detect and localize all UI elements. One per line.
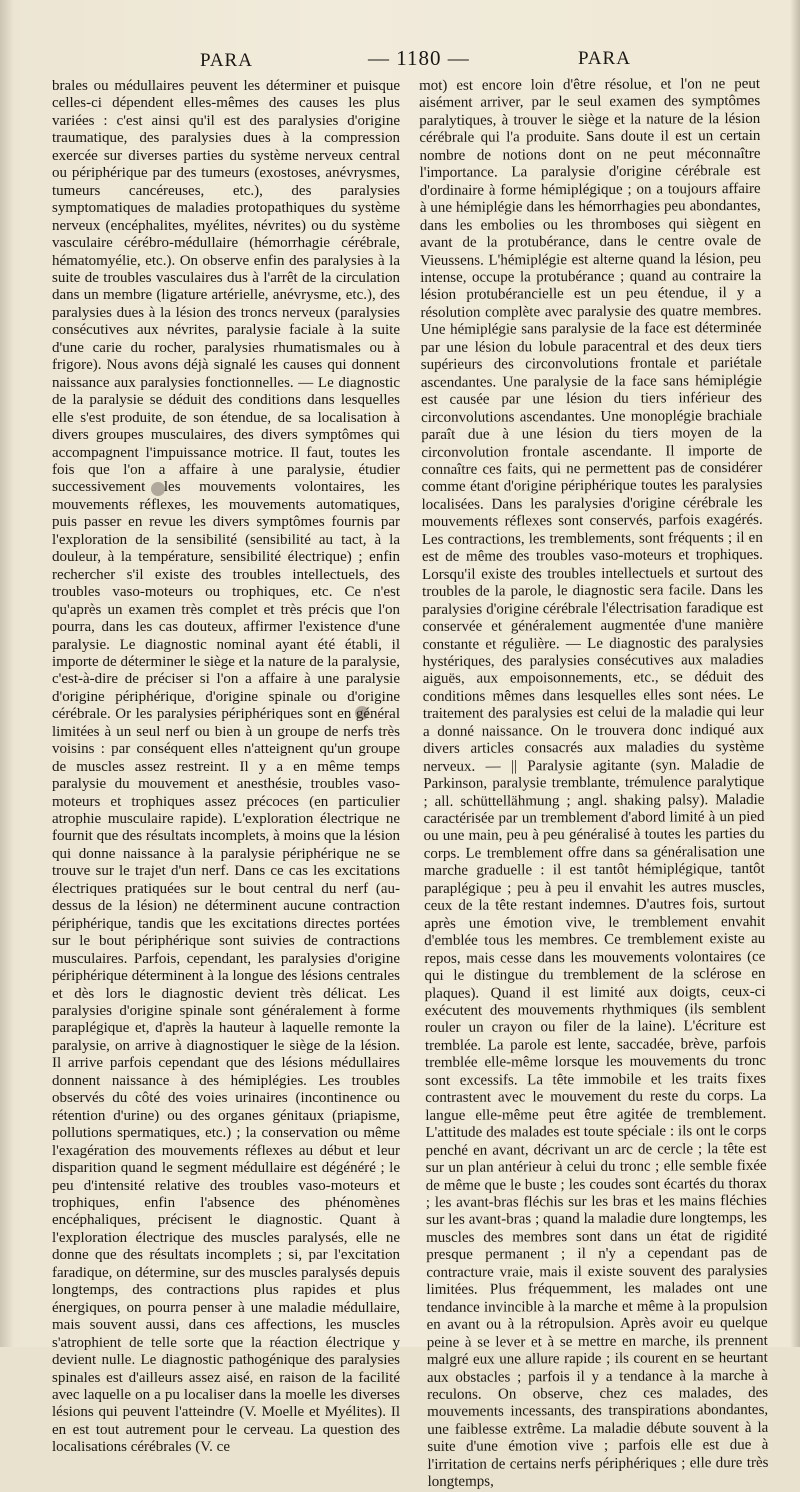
- ink-blot: [355, 706, 369, 720]
- header-left-word: PARA: [200, 50, 253, 71]
- page-number: — 1180 —: [368, 46, 470, 70]
- column-right-text: mot) est encore loin d'être résolue, et l'on ne peut aisément arriver, par le seul examen des symptômes paralytiques, à trouver le siège et la nature de la lésion cérébrale qui l'a produite. Sans doute il est un certain nombre de notions dont on ne peut méconnaître l'importance. La paralysie d'origine cérébrale est d'ordinaire à forme hémiplégique ; on a toujours affaire à une hémiplégie dans les hémorrhagies peu abondantes, dans les embolies ou les thromboses qui siègent en avant de la protubérance, dans le centre ovale de Vieussens. L'hémiplégie est alterne quand la lésion, peu intense, occupe la protubérance ; quand au contraire la lésion protubérancielle est un peu étendue, il y a résolution complète avec paralysie des quatre membres. Une hémiplégie sans paralysie de la face est déterminée par une lésion du lobule paracentral et des deux tiers supérieurs des circonvolutions frontale et pariétale ascendantes. Une paralysie de la face sans hémiplégie est causée par une lésion du tiers inférieur des circonvolutions ascendantes. Une monoplégie brachiale paraît due à une lésion du tiers moyen de la circonvolution frontale ascendante. Il importe de connaître ces faits, qui ne permettent pas de considérer comme étant d'origine périphérique toutes les paralysies localisées. Dans les paralysies d'origine cérébrale les mouvements réflexes sont conservés, parfois exagérés. Les contractions, les tremblements, sont fréquents ; il en est de même des troubles vaso-moteurs et trophiques. Lorsqu'il existe des troubles intellectuels et surtout des troubles de la parole, le diagnostic sera facile. Dans les paralysies d'origine cérébrale l'électrisation faradique est conservée et généralement augmentée d'une manière constante et régulière. — Le diagnostic des paralysies hystériques, des paralysies consécutives aux maladies aiguës, aux empoisonnements, etc., se déduit des conditions mêmes dans lesquelles elles sont nées. Le traitement des paralysies est celui de la maladie qui leur a donné naissance. On le trouvera donc indiqué aux divers articles consacrés aux maladies du système nerveux. — || Paralysie agitante (syn. Maladie de Parkinson, paralysie tremblante, trémulence paralytique ; all. schüttellähmung ; angl. shaking palsy). Maladie caractérisée par un tremblement d'abord limité à un pied ou une main, peu à peu généralisé à toutes les parties du corps. Le tremblement offre dans sa généralisation une marche graduelle : il est tantôt hémiplégique, tantôt paraplégique ; peu à peu il envahit les autres muscles, ceux de la tête restant indemnes. D'autres fois, surtout après une émotion vive, le tremblement envahit d'emblée tous les membres. Ce tremblement existe au repos, mais cesse dans les mouvements volontaires (ce qui le distingue du tremblement de la sclérose en plaques). Quand il est limité aux doigts, ceux-ci exécutent des mouvements rhythmiques (ils semblent rouler un crayon ou filer de la laine). L'écriture est tremblée. La parole est lente, saccadée, brève, parfois tremblée elle-même lorsque les mouvements du tronc sont excessifs. La tête immobile et les traits fixes contrastent avec le mouvement du reste du corps. La langue elle-même peut être agitée de tremblement. L'attitude des malades est toute spéciale : ils ont le corps penché en avant, décrivant un arc de cercle ; la tête est sur un plan antérieur à celui du tronc ; elle semble fixée de même que le buste ; les coudes sont écartés du thorax ; les avant-bras fléchis sur les bras et les mains fléchies sur les avant-bras ; quand la maladie dure longtemps, les muscles des membres sont dans un état de rigidité presque permanent ; il n'y a cependant pas de contracture vraie, mais il existe souvent des paralysies limitées. Plus fréquemment, les malades ont une tendance invincible à la marche et même à la propulsion en avant ou à la rétropulsion. Après avoir eu quelque peine à se lever et à se mettre en marche, ils prennent malgré eux une allure rapide ; ils courent en se heurtant aux obstacles ; parfois il y a tendance à la marche à reculons. On observe, chez ces malades, des mouvements incessants, des transpirations abondantes, une faiblesse extrême. La maladie débute souvent à la suite d'une émotion vive ; parfois elle est due à l'irritation de certains nerfs périphériques ; elle dure très longtemps,: [419, 75, 769, 1491]
- page-left-edge-shadow: [0, 0, 14, 1347]
- text-column-left: [52, 78, 400, 1456]
- running-header: [0, 46, 800, 76]
- text-column-right: [419, 75, 769, 1491]
- column-left-text: brales ou médullaires peuvent les déterminer et puisque celles-ci dépendent elles-mêmes des causes les plus variées : c'est ainsi qu'il est des paralysies d'origine traumatique, des paralysies dues à la compression exercée sur diverses parties du système nerveux central ou périphérique par des tumeurs (exostoses, anévrysmes, tumeurs cancéreuses, etc.), des paralysies symptomatiques de maladies protopathiques du système nerveux (encéphalites, myélites, névrites) ou du système vasculaire cérébro-médullaire (hémorrhagie cérébrale, hématomyélie, etc.). On observe enfin des paralysies à la suite de troubles vasculaires dus à l'arrêt de la circulation dans un membre (ligature artérielle, anévrysme, etc.), des paralysies dues à la lésion des troncs nerveux (paralysies consécutives aux névrites, paralysie faciale à la suite d'une carie du rocher, paralysies rhumatismales ou à frigore). Nous avons déjà signalé les causes qui donnent naissance aux paralysies fonctionnelles. — Le diagnostic de la paralysie se déduit des conditions dans lesquelles elle s'est produite, de son étendue, de sa localisation à divers groupes musculaires, des divers symptômes qui accompagnent l'impuissance motrice. Il faut, toutes les fois que l'on a affaire à une paralysie, étudier successivement les mouvements volontaires, les mouvements réflexes, les mouvements automatiques, puis passer en revue les divers symptômes fournis par l'exploration de la sensibilité (sensibilité au tact, à la douleur, à la température, sensibilité électrique) ; enfin rechercher s'il existe des troubles intellectuels, des troubles vaso-moteurs ou trophiques, etc. Ce n'est qu'après un examen très complet et très précis que l'on pourra, dans les cas douteux, affirmer l'existence d'une paralysie. Le diagnostic nominal ayant été établi, il importe de déterminer le siège et la nature de la paralysie, c'est-à-dire de préciser si l'on a affaire à une paralysie d'origine périphérique, d'origine spinale ou d'origine cérébrale. Or les paralysies périphériques sont en général limitées à un seul nerf ou bien à un groupe de nerfs très voisins : par conséquent elles n'atteignent qu'un groupe de muscles assez restreint. Il y a en même temps paralysie du mouvement et anesthésie, troubles vaso-moteurs et trophiques assez précoces (en particulier atrophie musculaire rapide). L'exploration électrique ne fournit que des résultats incomplets, à moins que la lésion qui donne naissance à la paralysie périphérique ne se trouve sur le trajet d'un nerf. Dans ce cas les excitations électriques pratiquées sur le bout central du nerf (au-dessus de la lésion) ne déterminent aucune contraction périphérique, tandis que les excitations directes portées sur le bout périphérique sont suivies de contractions musculaires. Parfois, cependant, les paralysies d'origine périphérique déterminent à la longue des lésions centrales et dès lors le diagnostic devient très délicat. Les paralysies d'origine spinale sont généralement à forme paraplégique et, d'après la hauteur à laquelle remonte la paralysie, on arrive à diagnostiquer le siège de la lésion. Il arrive parfois cependant que des lésions médullaires donnent naissance à des hémiplégies. Les troubles observés du côté des voies urinaires (incontinence ou rétention d'urine) ou des organes génitaux (priapisme, pollutions spermatiques, etc.) ; la conservation ou même l'exagération des mouvements réflexes au début et leur disparition quand le segment médullaire est dégénéré ; le peu d'intensité relative des troubles vaso-moteurs et trophiques, enfin l'absence des phénomènes encéphaliques, précisent le diagnostic. Quant à l'exploration électrique des muscles paralysés, elle ne donne que des résultats incomplets ; si, par l'excitation faradique, on détermine, sur des muscles paralysés depuis longtemps, des contractions plus rapides et plus énergiques, on pourra penser à une maladie médullaire, mais souvent aussi, dans ces affections, les muscles s'atrophient de telle sorte que la réaction électrique y devient nulle. Le diagnostic pathogénique des paralysies spinales est d'ailleurs assez aisé, en raison de la facilité avec laquelle on a pu localiser dans la moelle les diverses lésions qui peuvent l'atteindre (V. Moelle et Myélites). Il en est tout autrement pour le cerveau. La question des localisations cérébrales (V. ce: [52, 78, 400, 1456]
- page-spine-shadow: [790, 0, 800, 1347]
- ink-blot: [151, 482, 165, 496]
- header-right-word: PARA: [578, 48, 631, 69]
